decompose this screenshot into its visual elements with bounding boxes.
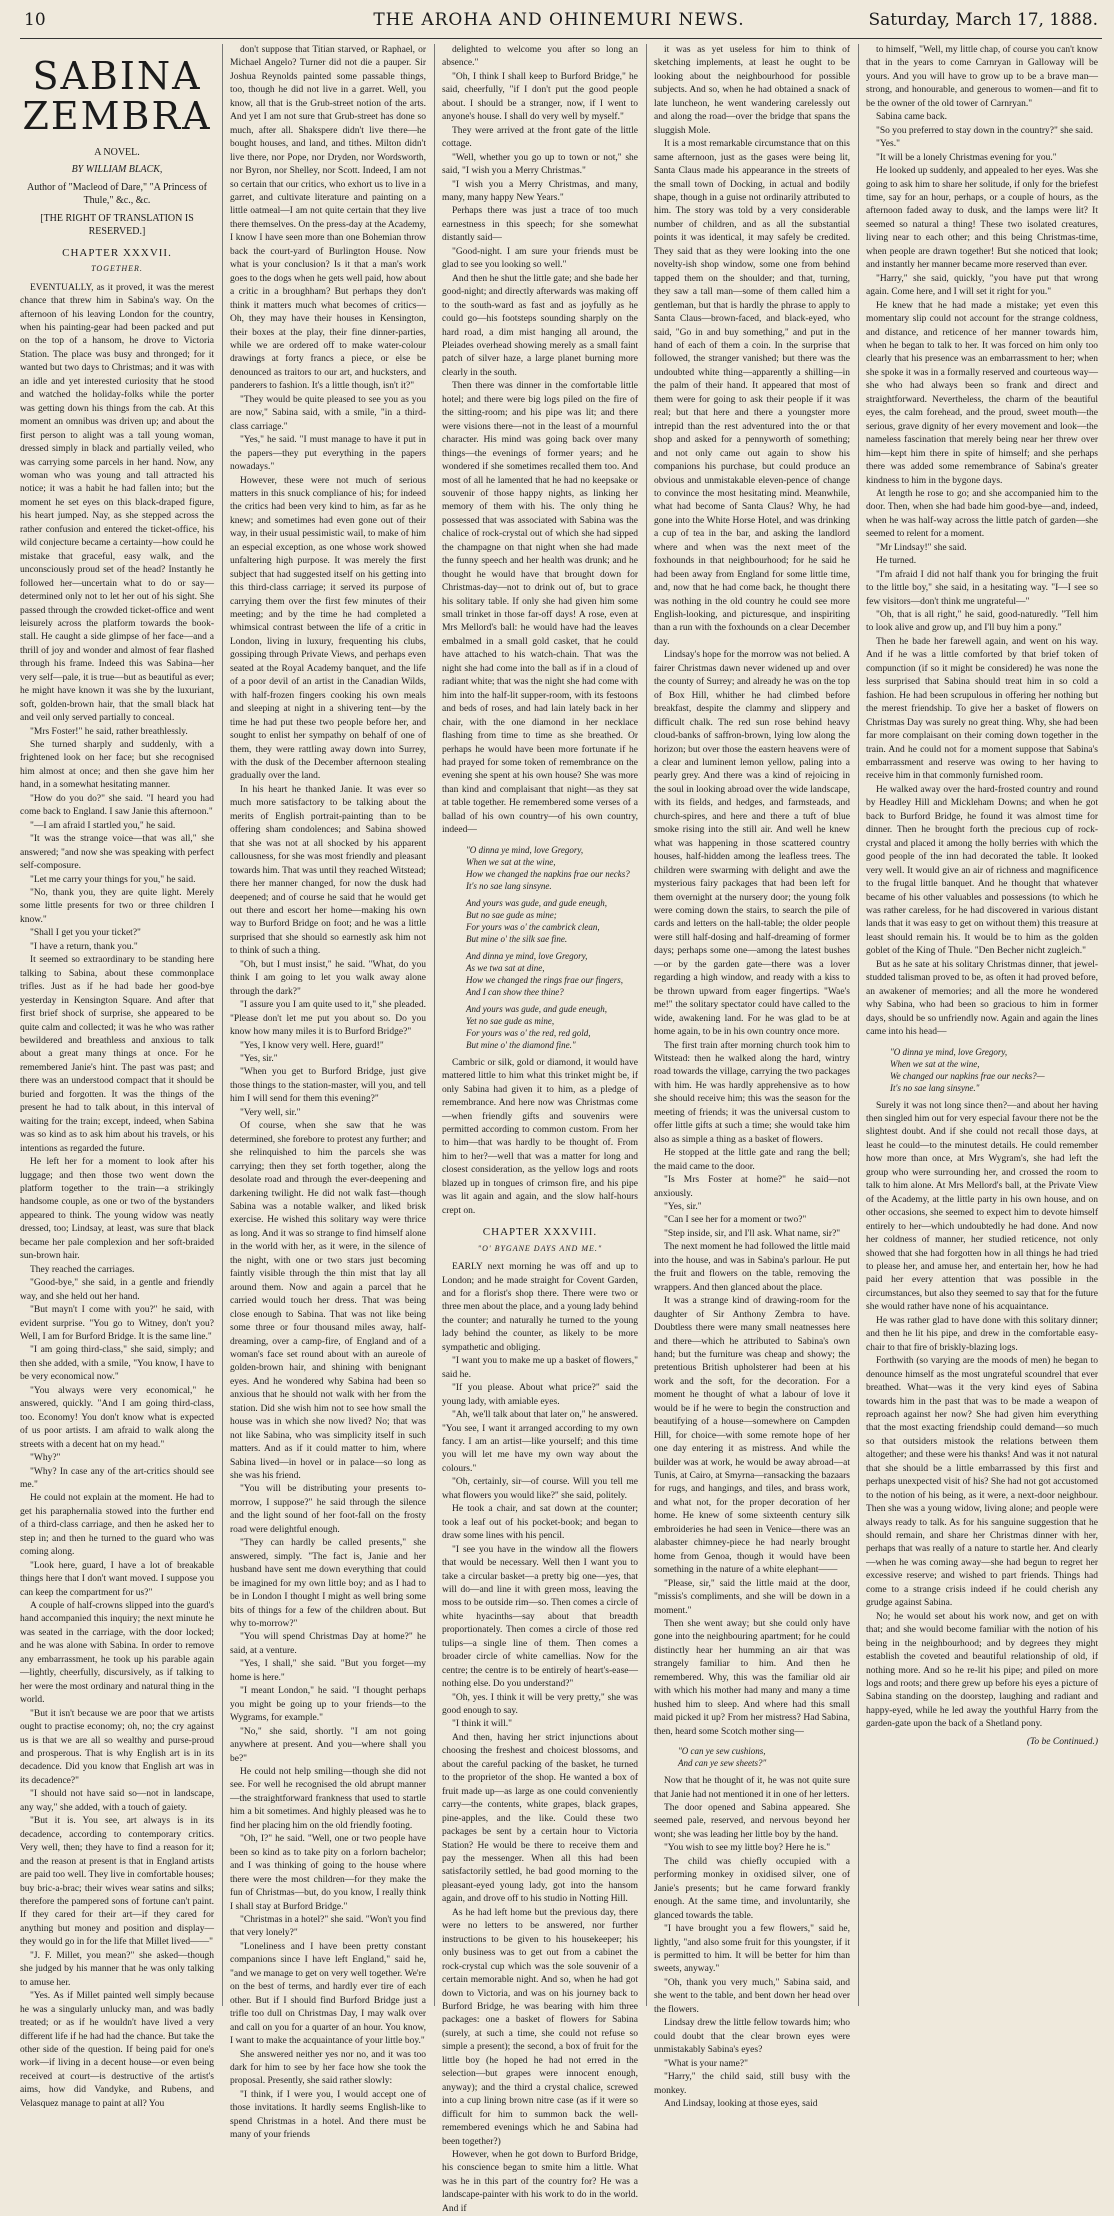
- paragraph: The child was chiefly occupied with a performing monkey in oxidised silver, one of Janie's presents; but he came forward frankly enough. At the same time, and involuntarily, she glanced towards the table.: [654, 1856, 850, 1921]
- paragraph: Lindsay drew the little fellow towards him; who could doubt that the clear brown eyes were unmistakably Sabina's eyes?: [654, 2018, 850, 2056]
- column-3-body: [442, 44, 638, 838]
- paragraph: "Yes, I shall," she said. "But you forget—my home is here.": [230, 1659, 426, 1683]
- paragraph: "J. F. Millet, you mean?" she asked—though she judged by his manner that he was only talking to amuse her.: [20, 1950, 214, 1988]
- paragraph: "I'm afraid I did not half thank you for bringing the fruit to the little boy," she said, in a hesitating way. "I—I see so few visitors—don't think me ungrateful—": [866, 569, 1098, 607]
- paragraph: "You will spend Christmas Day at home?" he said, at a venture.: [230, 1632, 426, 1656]
- paragraph: "Step inside, sir, and I'll ask. What name, sir?": [664, 1228, 841, 1239]
- paragraph: "You will be distributing your presents to-morrow, I suppose?" he said through the silence and the light sound of her foot-fall on the frosty road were delightful enough.: [230, 1484, 426, 1535]
- paragraph: He turned.: [876, 556, 917, 567]
- paragraph: Perhaps there was just a trace of too much earnestness in this speech; for she somewhat distantly said—: [442, 206, 638, 244]
- paragraph: They were arrived at the front gate of the little cottage.: [442, 125, 638, 150]
- header-rule: [20, 38, 1102, 39]
- column-divider: [434, 44, 435, 2006]
- paragraph: "Yes, sir.": [664, 1201, 702, 1212]
- paragraph: EARLY next morning he was off and up to London; and he made straight for Covent Garden, and for a florist's shop there. There were two or three men about the place, and a young lady behind the counter; and naturally he turned to the young lady behind the counter, as likely to be more sympathetic and obliging.: [442, 1262, 638, 1353]
- column-2-body: [230, 44, 426, 2143]
- verse-line: It's no sae lang sinsyne.: [466, 880, 552, 891]
- paragraph: He took a chair, and sat down at the counter; took a leaf out of his pocket-book; and began to draw some lines with his pencil.: [442, 1504, 638, 1542]
- paragraph: "Oh, yes. I think it will be very pretty," she was good enough to say.: [442, 1692, 638, 1717]
- paragraph: "I think it will.": [452, 1719, 513, 1730]
- paragraph: "Ah, we'll talk about that later on," he answered. "You see, I want it arranged according to my own fancy. I am an artist—like yourself; and this time you will let me have my own way about the colours.": [442, 1410, 638, 1474]
- verse-line: When we sat at the wine,: [466, 856, 556, 867]
- verse-line: For yours was o' the cambrick clean,: [466, 921, 600, 932]
- paragraph: "Yes," he said. "I must manage to have it put in the papers—they put everything in the papers nowadays.": [230, 435, 426, 473]
- paragraph: "Oh, certainly, sir—of course. Will you tell me what flowers you would like?" she said, politely.: [442, 1477, 638, 1501]
- paragraph: "They can hardly be called presents," she answered, simply. "The fact is, Janie and her husband have sent me down everything that could be imagined for my own little boy; and as I had to be in London I thought I might as well bring some bits of things for a few of the children about. But why to-morrow?": [230, 1538, 426, 1630]
- paragraph: "But it isn't because we are poor that we artists ought to practise economy; oh, no; the cry against us is that we are all so wealthy and purse-proud and prosperous. That is why English art is in its decadence. Did you know that English art was in its decadence?": [20, 1708, 214, 1786]
- paragraph: "It was the strange voice—that was all," she answered; "and now she was speaking with perfect self-composure.: [20, 834, 214, 872]
- chapter-heading-2: CHAPTER XXXVIII.: [482, 1226, 598, 1239]
- column-divider: [646, 44, 647, 2006]
- paragraph: The door opened and Sabina appeared. She seemed pale, reserved, and nervous beyond her wont; she was leading her little boy by the hand.: [654, 1803, 850, 1840]
- paragraph: "Let me carry your things for you," he said.: [30, 874, 196, 885]
- paragraph: Now that he thought of it, he was not quite sure that Janie had not mentioned it in one of her letters.: [654, 1776, 850, 1800]
- paragraph: "Very well, sir.": [240, 1107, 301, 1118]
- paragraph: "Mrs Foster!" he said, rather breathlessly.: [30, 726, 188, 737]
- paragraph: "Please, sir," said the little maid at the door, "missis's compliments, and she will be down in a moment.": [654, 1578, 850, 1616]
- author-byline: BY WILLIAM BLACK,: [71, 164, 163, 176]
- paragraph: "When you get to Burford Bridge, just give those things to the station-master, will you, and tell him I will send for them this evening?": [230, 1067, 426, 1105]
- paragraph: "If you please. About what price?" said the young lady, with amiable eyes.: [442, 1383, 638, 1407]
- chapter-subtitle: TOGETHER.: [91, 264, 143, 274]
- paragraph: "I want you to make me up a basket of flowers," said he.: [442, 1356, 638, 1380]
- paragraph: "I should not have said so—not in landscape, any way," she added, with a touch of gaiety.: [20, 1789, 214, 1813]
- paragraph: EVENTUALLY, as it proved, it was the merest chance that threw him in Sabina's way. On the afternoon of his leaving London for the country, when his painting-gear had been packed and put on the top of a hansom, he drove to Victoria Station. The place was busy and thronged; for it wanted but two days to Christmas; and it was with an idle and yet interested curiosity that he stood and watched the holiday-folks while the porter was getting down his things from the cab. At this moment an omnibus was driven up; and about the first person to alight was a tall young woman, dressed simply in black and partially veiled, who was carrying some parcels in her hand. Now, any woman who was young and tall attracted his notice; it was a habit he had fallen into; but the moment he set eyes on this black-draped figure, his heart jumped. Nay, as she stepped across the rather confusion and entered the ticket-office, his wild conjecture became a certainty—how could he mistake that graceful, easy walk, and the unconsciously proud set of the head? Instantly he followed her—uncertain what to do or say—determined only not to let her out of his sight. She passed through the crowded ticket-office and went leisurely across the platform towards the book-stall. He caught a side glimpse of her face—and a thrill of joy and wonder and almost of fear flashed through his frame. Indeed this was Sabina—her very self—pale, it is true—but as beautiful as ever; he might have known it was she by the luxuriant, soft, golden-brown hair, that the small black hat and veil only served partially to conceal.: [20, 282, 214, 724]
- paragraph: It seemed so extraordinary to be standing here talking to Sabina, about these commonplace trifles. Just as if he had bade her good-bye yesterday in Kensington Square. And after that first brief shock of surprise, she appeared to be quite calm and collected; it was he who was rather bewildered and breathless and anxious to talk about a great many things at once. For he remembered Janie's hint. The past was past; and there was an understood compact that it should be buried and forgotten. It was the things of the present he had to talk about, in this interval of waiting for the train; except, indeed, when Sabina was so kind as to ask him about his travels, or his intentions as regarded the future.: [20, 955, 214, 1154]
- paragraph: She turned sharply and suddenly, with a frightened look on her face; but she recognised him almost at once; and then she gave him her hand, in a somewhat hesitating manner.: [20, 740, 214, 791]
- column-1-body: [20, 282, 214, 2112]
- verse-line: And yours was gude, and gude eneugh,: [466, 1003, 607, 1014]
- column-4-body: [654, 44, 850, 1739]
- paragraph: Cambric or silk, gold or diamond, it would have mattered little to him what this trinket might be, if only Sabina had given it to him, as a pledge of remembrance. And here now was Christmas come—when friendly gifts and souvenirs were permitted according to common custom. From her to him—that was hardly to be thought of. From him to her?—well that was a matter for long and closest consideration, as the yellow logs and roots blazed up in tongues of crimson fire, and his pipe was lit again and again, and the slow half-hours crept on.: [442, 1057, 638, 1216]
- paragraph: "Yes. As if Millet painted well simply because he was a singularly unlucky man, and was badly treated; or as if he wouldn't have lived a very different life if he had had the chance. But take the other side of the question. If being paid for one's work—if living in a decent house—or even being received at court—is destructive of the artist's aims, how did Vandyke, and Rubens, and Velasquez manage to paint at all? You: [20, 1991, 214, 2109]
- paragraph: "Good-night. I am sure your friends must be glad to see you looking so well.": [442, 246, 638, 271]
- paragraph: Then he bade her farewell again, and went on his way. And if he was a little comforted by that brief token of compunction (if so it might be considered) he was none the less surprised that Sabina should treat him in so cold a fashion. He had been scrupulous in offering her nothing but the merest friendship. To give her a basket of flowers on Christmas Day was surely no great thing. Why, she had been far more complaisant on their coming down together in the train. And he could not for a moment suppose that Sabina's embarrassment and reserve was owing to her having to receive him in that commonly furnished room.: [866, 636, 1098, 782]
- column-divider: [222, 44, 223, 2006]
- paragraph: He stopped at the little gate and rang the bell; the maid came to the door.: [654, 1148, 850, 1172]
- paragraph: "I see you have in the window all the flowers that would be necessary. Well then I want you to take a circular basket—a pretty big one—yes, that will do—and line it with green moss, leaving the moss to be outside rim—so. Then comes a circle of white hyacinths—say about that breadth proportionately. Then comes a circle of those red tulips—a single line of them. Then comes a broader circle of white camellias. Now for the centre; the centre is to be entirely of heart's-ease—nothing else. Do you understand?": [442, 1544, 638, 1690]
- paragraph: He left her for a moment to look after his luggage; and then those two went down the platform together to the train—a strikingly handsome couple, as one or two of the bystanders appeared to think. The young widow was neatly dressed, too; Lindsay, at least, was sure that black became her pale complexion and her soft-braided sun-brown hair.: [20, 1157, 214, 1262]
- page-header: [14, 6, 1104, 34]
- paragraph: But as he sate at his solitary Christmas dinner, that jewel-studded talisman proved to be, as often it had proved before, an awakener of memories; and all the more he wondered why Sabina, who had been so gracious to him in former days, should be so unfriendly now. Again and again the lines came into his head—: [866, 959, 1098, 1038]
- paragraph: He knew that he had made a mistake; yet even this momentary slip could not account for the strange coldness, and distance, and reticence of her manner towards him, when he began to talk to her. It was forced on him only too clearly that his presence was an embarrassment to her; when she spoke it was in a formally reserved and courteous way—she who had always been so frank and direct and straightforward. Nevertheless, the charm of the beautiful eyes, the calm forehead, and the proud, sweet mouth—the serious, grave dignity of her every movement and look—the nameless fascination that merely being near her threw over him—kept him there in spite of himself; and she perhaps there was added some remembrance of Sabina's greater kindness to him in the bygone days.: [866, 300, 1098, 486]
- to-be-continued: (To be Continued.): [1026, 1736, 1098, 1747]
- paragraph: And Lindsay, looking at those eyes, said: [664, 2098, 818, 2109]
- verse-line: Yet no sae gude as mine,: [466, 1015, 555, 1026]
- paragraph: The next moment he had followed the little maid into the house, and was in Sabina's parlour. He put the fruit and flowers on the table, removing the wrappers. And then glanced about the place.: [654, 1242, 850, 1293]
- author-credits: Author of "Macleod of Dare," "A Princess of Thule," &c., &c.: [27, 181, 207, 207]
- paragraph: Then there was dinner in the comfortable little hotel; and there were big logs piled on the fire of the sitting-room; and his pipe was lit; and there were visions there—not in the least of a mournful character. His mind was going back over many things—the evenings of former years; and he wondered if she sometimes recalled them too. And most of all he lamented that he had no keepsake or souvenir of those happy nights, as linking her memory of them with his. The only thing he possessed that was associated with Sabina was the chalice of rock-crystal out of which she had sipped the champagne on that night when she had made the funny speech and her health was drunk; and he thought he would have that brought down for Christmas-day—not to drink out of, but to grace his solitary table. If only she had given him some small trinket in those far-off days! A rose, even at Mrs Mellord's ball: he would have had the leaves embalmed in a small gold casket, that he could have attached to his watch-chain. That was the night she had come into the ball as if in a cloud of radiant white; that was the night she had come with him into the half-lit supper-room, with its festoons and beds of roses, and had lain lately back in her chair, with the one diamond in her necklace flashing from time to time as she breathed. Or perhaps he would have been more fortunate if he had prayed for some token of remembrance on the evening she spent at his own house? She was more than kind and complaisant that night—as they sat at table together. He remembered some verses of a ballad of his own country—of his own country, indeed—: [442, 381, 638, 836]
- paragraph: "Harry," she said, quickly, "you have put that wrong again. Come here, and I will set it right for you.": [866, 273, 1098, 298]
- paragraph: "No, thank you, they are quite light. Merely some little presents for two or three children I know.": [20, 888, 214, 925]
- paragraph: The first train after morning church took him to Witstead: then he walked along the hard, wintry road towards the village, carrying the two packages with him. He was hardly apprehensive as to how she should receive him; this was the season for the meeting of friends; it was the universal custom to offer little gifts at such a time; she would take him also as simple a thing as a basket of flowers.: [654, 1040, 850, 1145]
- paragraph: "No," she said, shortly. "I am not going anywhere at present. And you—where shall you be?": [230, 1726, 426, 1764]
- verse-line: And dinna ye mind, love Gregory,: [466, 950, 588, 961]
- paragraph: "I think, if I were you, I would accept one of those invitations. It hardly seems English-like to spend Christmas in a hotel. And there must be many of your friends: [230, 2089, 426, 2141]
- paragraph: He walked away over the hard-frosted country and round by Headley Hill and Mickleham Downs; and when he got back to Burford Bridge, he found it was almost time for dinner. Then he brought forth the precious cup of rock-crystal and placed it among the holly berries with which the good people of the inn had decorated the table. It looked very well. It would give an air of richness and magnificence to the frugal little banquet. And he thought that whatever became of his other valuables and possessions (to which he was rather careless, for he had discovered in various distant lands that it was easy to get on without them) this treasure at least should remain his. It would be to him as the golden goblet of the King of Thule. "Den Becher nicht zugleich.": [866, 784, 1098, 957]
- paragraph: it was as yet useless for him to think of sketching implements, at least he ought to be looking about the neighbourhood for possible subjects. And so, when he had obtained a snack of late luncheon, he went wandering carelessly out and along the road—over the bridge that spans the sluggish Mole.: [654, 45, 850, 136]
- chapter-subtitle-2: "O' BYGANE DAYS AND ME.": [477, 1243, 603, 1253]
- paragraph: "—I am afraid I startled you," he said.: [30, 820, 176, 831]
- paragraph: He looked up suddenly, and appealed to her eyes. Was she going to ask him to share her solitude, if only for the briefest time, say for an hour, perhaps, or a couple of hours, as the afternoon faded away to dusk, and the lamps were lit? It seemed so natural a thing! These two isolated creatures, living near to each other; and this being Christmas-time, when people are drawn together! But she noticed that look; and instantly her manner became more reserved than ever.: [866, 166, 1098, 271]
- verse-line: How we changed the rings frae our fingers,: [466, 974, 623, 985]
- verse-line: And I can show thee thine?: [466, 986, 564, 997]
- paragraph: "You wish to see my little boy? Here he is.": [664, 1843, 831, 1854]
- column-5-body-2: [866, 1100, 1098, 1732]
- verse-line: "O can ye sew cushions,: [678, 1746, 766, 1757]
- verse-line: But mine o' the silk sae fine.: [466, 933, 568, 944]
- paragraph: "You always were very economical," he answered, quickly. "And I am going third-class, too. Economy! You don't know what is expected of us poor artists. I am afraid to walk along the streets with a decent hat on my head.": [20, 1385, 214, 1450]
- issue-date: Saturday, March 17, 1888.: [868, 10, 1098, 30]
- paragraph: "Why? In case any of the art-critics should see me.": [20, 1466, 214, 1490]
- paragraph: However, when he got down to Burford Bridge, his conscience began to smite him a little. What was he in this part of the country for? He was a landscape-painter with his work to do in the world. And if: [442, 2149, 638, 2214]
- paragraph: He could not help smiling—though she did not see. For well he recognised the old abrupt manner—the straightforward frankness that used to startle him a bit sometimes. And highly pleased was he to find her placing him on the old friendly footing.: [230, 1767, 426, 1831]
- paragraph: And then, having her strict injunctions about choosing the freshest and choicest blossoms, and about the careful packing of the basket, he turned to the proprietor of the shop. He wanted a box of fruit made up—as large as one could conveniently carry—the contents, white grapes, black grapes, pine-apples, and the like. Could these two packages be sent by a certain hour to Victoria Station? He would be there to receive them and pay the messenger. When all this had been satisfactorily settled, he bad good morning to the pleasant-eyed young lady, got into the hansom again, and drove off to his studio in Notting Hill.: [442, 1732, 638, 1905]
- verse-line: As we twa sat at dine,: [466, 962, 545, 973]
- verse-line: It's no sae lang sinsyne.": [890, 1082, 980, 1093]
- verse-line: We changed our napkins frae our necks?—: [890, 1070, 1045, 1081]
- rights-notice: [THE RIGHT OF TRANSLATION IS RESERVED.]: [40, 212, 194, 238]
- paragraph: don't suppose that Titian starved, or Raphael, or Michael Angelo? Turner did not die a pauper. Sir Joshua Reynolds painted some passable things, too, though he did not live in a garret. Well, you know, all that is the Grub-street notion of the arts. And yet I am not sure that Grub-street has done so much, after all. Shakspere didn't live there—he bought houses, and land, and tithes. Milton didn't live there, nor Pope, nor Dryden, nor Wordsworth, nor Byron, nor Shelley, nor Scott. Indeed, I am not so certain that our critics, who exhort us to live in a garret, and cultivate literature and painting on a little oatmeal—I am not quite certain that they live there themselves. On the press-day at the Academy, I know I have seen more than one Bohemian throw back the court-yard of Burlington House. Now what is your conclusion? Is it that a man's work goes to the dogs when he gets well paid, how about a critic in a broughham? But perhaps they don't think it matters much what becomes of critics—Oh, they may have their houses in Kensington, their boxes at the play, their fine dinner-parties, while we are ordered off to make water-colour drawings at forty francs a piece, or else be denounced as traitors to our art, and hucksters, and panderers to fashion. It's a little though, isn't it?": [230, 45, 426, 392]
- paragraph: He could not explain at the moment. He had to get his paraphernalia stowed into the further end of a third-class carriage, and then he asked her to step in; and then he turned to the guard who was coming along.: [20, 1493, 214, 1558]
- paragraph: Sabina came back.: [876, 112, 947, 123]
- paragraph: "Oh, I?" he said. "Well, one or two people have been so kind as to take pity on a forlorn bachelor; and I was thinking of going to the house where there were the most children—for they make the fun of Christmas—but, do you know, I really think I shall stay at Burford Bridge.": [230, 1834, 426, 1912]
- paragraph: Forthwith (so varying are the moods of men) he began to denounce himself as the most ungrateful scoundrel that ever breathed. What—was it the very kind eyes of Sabina towards him in the past that was to be made a weapon of reproach against her now? She had given him everything that the most exacting friendship could demand—so much so that outsiders mistook the relations between them altogether; and these were his thanks! And was it not natural that she should be a little embarrassed by this first and perhaps unexpected visit of his? She had not got accustomed to the notion of his being, as it were, a next-door neighbour. Then she was a young widow, living alone; and people were always ready to talk. As for his sanguine suggestion that he should remain, and share her Christmas dinner with her, perhaps that was really of a nature to startle her. And clearly—when he was coming away—she had begun to regret her excessive reserve; and wished to part friends. Things had come to a strange crisis indeed if he could cherish any grudge against Sabina.: [866, 1356, 1098, 1609]
- paragraph: delighted to welcome you after so long an absence.": [442, 45, 638, 69]
- column-5-body: [866, 44, 1098, 1040]
- paragraph: "Oh, thank you very much," Sabina said, and she went to the table, and bent down her head over the flowers.: [654, 1977, 850, 2015]
- column-4-body-2: [654, 1775, 850, 2111]
- paragraph: "But it is. You see, art always is in its decadence, according to contemporary critics. Very well, then; they have to find a reason for it; and the reason at present is that in England artists are paid too well. They live in comfortable houses; buy bric-a-brac; their wives wear satins and silks; therefore the pampered sons of fortune can't paint. If they cared for their art—if they cared for anything but money and position and display—they would go in for the life that Millet lived——": [20, 1816, 214, 1948]
- paragraph: It is a most remarkable circumstance that on this same afternoon, just as the gases were being lit, Santa Claus made his appearance in the streets of the small town of Docking, in actual and bodily shape, though in a guise not ordinarily attributed to him. The story was told by a very considerable number of children, and as all the substantial points it was identical, it may safely be credited. They said that as they were looking into the one novelty-ish shop window, some one from behind tapped them on the shoulder; and that, turning, they saw a tall man—some of them called him a gentleman, but that is hardly the phrase to apply to Santa Claus—brown-faced, and black-eyed, who said, "Go in and buy something," and put in the hand of each of them a coin. In the surprise that followed, the stranger vanished; but there was the undoubted white thing—apparently a shilling—in the palm of their hand. It appeared that most of them were for going to ask their people if it was real; but that here and there a youngster more intrepid than the rest adventured into the or that shop and asked for a pennyworth of something; and not only came out again to show his companions his purchase, but could produce an obvious and unmistakable eleven-pence of change to convince the most hesitating mind. Meanwhile, what had become of Santa Claus? Why, he had gone into the White Horse Hotel, and was drinking a cup of tea in the bar, and asking the landlord where and when was the next meet of the foxhounds in that neighbourhood; for he said he had been away from England for some little time, and, now that he had come back, he thought there was nothing in the old country he could see more English-looking, and picturesque, and inspiriting than a run with the foxhounds on a clear December day.: [654, 139, 850, 647]
- column-divider: [858, 44, 859, 2006]
- paragraph: "I have a return, thank you.": [30, 941, 138, 952]
- column-3-body-3: [442, 1261, 638, 2216]
- ballad-verse: [466, 844, 638, 1051]
- paragraph: "Is Mrs Foster at home?" he said—not anxiously.: [654, 1175, 850, 1199]
- paragraph: "Oh, that is all right," he said, good-naturedly. "Tell him to look alive and grow up, and I'll buy him a pony.": [866, 610, 1098, 634]
- newspaper-title: THE AROHA AND OHINEMURI NEWS.: [373, 10, 745, 30]
- paragraph: "They would be quite pleased to see you as you are now," Sabina said, with a smile, "in a third-class carriage.": [230, 394, 426, 432]
- column-3: [442, 44, 638, 2214]
- story-masthead: SABINA ZEMBRA: [22, 54, 212, 138]
- novel-label: A NOVEL.: [94, 147, 140, 158]
- paragraph: "Christmas in a hotel?" she said. "Won't you find that very lonely?": [230, 1914, 426, 1939]
- column-5: [866, 44, 1098, 2006]
- page-number: 10: [24, 10, 46, 30]
- paragraph: No; he would set about his work now, and get on with that; and she would become familiar with the notion of his being in the neighbourhood; and by degrees they might establish the coveted and beautiful relationship of old, if nothing more. And so he re-lit his pipe; and piled on more logs and roots; and there grew up before his eyes a picture of Sabina standing on the doorstep, laughing and radiant and happy-eyed, while he led away the youthful Harry from the garden-gate upon the back of a Shetland pony.: [866, 1611, 1098, 1730]
- paragraph: They reached the carriages.: [30, 1264, 135, 1275]
- paragraph: Of course, when she saw that he was determined, she forebore to protest any further; and she relinquished to him the parcels she was carrying; then they set forth together, along the desolate road and through the ever-deepening and darkening twilight. He did not walk fast—though Sabina was a notable walker, and liked brisk exercise. He wished this solitary way were thrice as long. And it was so strange to find himself alone in the world with her, as it were, in the silence of the night, with one or two stars just becoming faintly visible through the thin mist that lay all around them. Now and again a parcel that he carried would touch her dress. That was being close enough to Sabina. That was not like being some three or four thousand miles away, half-dreaming, over a camp-fire, of England and of a woman's face set round about with an aureole of golden-brown hair, and shining with benignant eyes. And he wondered why Sabina had been so anxious that he should not walk with her from the station. Did she wish him not to see how small the house was in which she now lived? No; that was not like Sabina, who was simplicity itself in such matters. And as if it could matter to him, where Sabina lived—in hovel or in palace—so long as she was his friend.: [230, 1121, 426, 1482]
- paragraph: As he had left home but the previous day, there were no letters to be answered, nor further instructions to be given to his housekeeper; his only business was to get out from a cabinet the rock-crystal cup which was the sole souvenir of a certain memorable night. And so, when he had got down to Victoria, and was on his journey back to Burford Bridge, he was bearing with him three packages: one a basket of flowers for Sabina (surely, at such a time, she could not refuse so simple a present); the second, a box of fruit for the little boy (he hoped he had not erred in the selection—but grapes were innocent enough, anyway); and the third a crystal chalice, screwed into a cup lining brown nitre case (as if it were so difficult for him to summon back the well-remembered evenings which he and Sabina had been together?): [442, 1907, 638, 2147]
- paragraph: "What is your name?": [664, 2058, 748, 2069]
- paragraph: "It will be a lonely Christmas evening for you.": [876, 152, 1057, 163]
- paragraph: "Yes, sir.": [240, 1053, 278, 1064]
- paragraph: "Can I see her for a moment or two?": [664, 1215, 807, 1226]
- verse-line: And yours was gude, and gude eneugh,: [466, 897, 607, 908]
- paragraph: "I wish you a Merry Christmas, and many, many, many happy New Years.": [442, 179, 638, 203]
- paragraph: She answered neither yes nor no, and it was too dark for him to see by her face how she took the proposal. Presently, she said rather slowly:: [230, 2049, 426, 2087]
- verse-line: For yours was o' the red, red gold,: [466, 1027, 591, 1038]
- verse-line: But mine o' the diamond fine.": [466, 1039, 576, 1050]
- paragraph: In his heart he thanked Janie. It was ever so much more satisfactory to be talking about the merits of English portrait-painting than to be offering sham condolences; and Sabina showed that she was not at all shocked by his apparent callousness, for she was most friendly and pleasant towards him. That was until they reached Witstead; there her manner changed, for now the dusk had deepened; and of course he said that he would get out there and escort her home—making his own way to Burford Bridge on foot; and he was a little surprised that she should so earnestly ask him not to think of such a thing.: [230, 784, 426, 957]
- paragraph: "So you preferred to stay down in the country?" she said.: [876, 125, 1093, 136]
- paragraph: "Yes, I know very well. Here, guard!": [240, 1040, 384, 1051]
- paragraph: "Oh, I think I shall keep to Burford Bridge," he said, cheerfully, "if I don't put the good people about. I should be a stranger, now, if I went to anyone's house. I shall do very well by myself.": [442, 71, 638, 123]
- column-1: [20, 44, 214, 2109]
- paragraph: to himself, "Well, my little chap, of course you can't know that in the years to come Carnryan in Galloway will be yours. And you will have to grow up to be a brave man—strong, and honourable, and generous to women—and fit to be the owner of the old tower of Carnryan.": [866, 45, 1098, 109]
- paragraph: "Oh, but I must insist," he said. "What, do you think I am going to let you walk away alone through the dark?": [230, 959, 426, 997]
- paragraph: "I meant London," he said. "I thought perhaps you might be going up to your friends—to the Wygrams, for example.": [230, 1686, 426, 1724]
- verse-line: "O dinna ye mind, love Gregory,: [466, 844, 584, 855]
- paragraph: "I am going third-class," she said, simply; and then she added, with a smile, "You know, I have to be very economical now.": [20, 1345, 214, 1383]
- chapter-heading: CHAPTER XXXVII.: [62, 246, 172, 259]
- paragraph: "Good-bye," she said, in a gentle and friendly way, and she held out her hand.: [20, 1278, 214, 1302]
- paragraph: And then he shut the little gate; and she bade her good-night; and directly afterwards was making off to the south-ward as fast and as joyfully as he could go—his footsteps sounding sharply on the hard road, a dim mist hanging all around, the Pleiades overhead showing merely as a small faint patch of silver haze, a large planet burning more clearly in the south.: [442, 273, 638, 378]
- paragraph: "But mayn't I come with you?" he said, with evident surprise. "You go to Witney, don't you? Well, I am for Burford Bridge. It is the same line.": [20, 1305, 214, 1342]
- song-verse: [678, 1745, 850, 1769]
- verse-line: When we sat at the wine,: [890, 1058, 980, 1069]
- paragraph: It was a strange kind of drawing-room for the daughter of Sir Anthony Zembra to have. Doubtless there were many small neatnesses here and there—which he attributed to Sabina's own hand; but the furniture was cheap and showy; the pretentious British upholsterer had been at his work and the soft, for the decoration. For a moment he thought of what a labour of love it would be if he were to begin the construction and beautifying of a house—somewhere on Campden Hill, for choice—with some remote hope of her one day entering it as mistress. And while the builder was at work, he would be away abroad—at Tunis, at Cairo, at Smyrna—ransacking the bazaars for rugs, and hangings, and tiles, and brass work, and what not, for the proper decoration of her home. He knew of some sixteenth century silk embroideries he had seen in Venice—there was an alabaster chimney-piece he had nearly brought home from Genoa, though it would have been something in the nature of a white elephant——: [654, 1296, 850, 1576]
- paragraph: "How do you do?" she said. "I heard you had come back to England. I saw Janie this afternoon.": [20, 793, 214, 818]
- paragraph: "Loneliness and I have been pretty constant companions since I have left England," said he, "and we manage to get on very well together. We're on the best of terms, and hardly ever tire of each other. But if I should find Burford Bridge just a trifle too dull on Christmas Day, I may walk over and call on you for a quarter of an hour. You know, I want to make the acquaintance of your little boy.": [230, 1941, 426, 2047]
- paragraph: "Why?": [30, 1453, 61, 1464]
- column-3-body-2: [442, 1057, 638, 1218]
- paragraph: He was rather glad to have done with this solitary dinner; and then he lit his pipe, and drew in the comfortable easy-chair to that fire of briskly-blazing logs.: [866, 1315, 1098, 1353]
- paragraph: "Well, whether you go up to town or not," she said, "I wish you a Merry Christmas.": [442, 152, 638, 177]
- paragraph: "Yes.": [876, 139, 900, 150]
- verse-line: How we changed the napkins frae our necks?: [466, 868, 630, 879]
- paragraph: "I assure you I am quite used to it," she pleaded. "Please don't let me put you about so. Do you know how many miles it is to Burford Bridge?": [230, 1000, 426, 1038]
- verse-line: But no sae gude as mine;: [466, 909, 557, 920]
- paragraph: "Mr Lindsay!" she said.: [876, 542, 967, 553]
- column-4: [654, 44, 850, 2109]
- paragraph: However, these were not much of serious matters in this snuck compliance of his; for indeed the critics had been very kind to him, as far as he knew; and sometimes had even gone out of their way, in their usual pessimistic wail, to make of him an especial exception, as one whose work showed unfaltering high purpose. It was merely the first subject that had suggested itself on his getting into this third-class carriage; it served its purpose of carrying them over the first few minutes of their meeting; and by the time he had completed a whimsical contrast between the life of a critic in London, living in luxury, frequenting his clubs, gossiping through Private Views, and perhaps even seated at the Royal Academy banquet, and the life of a poor devil of an artist in the Canadian Wilds, with half-frozen fingers cooking his own meals and sleeping at night in a shivering tent—by the time he had put these two people before her, and sought to enlist her sympathy on behalf of one of them, they were rattling away down into Surrey, with the dusk of the December afternoon stealing gradually over the land.: [230, 475, 426, 782]
- paragraph: At length he rose to go; and she accompanied him to the door. Then, when she had bade him good-bye—and, indeed, when he was half-way across the little patch of garden—she seemed to relent for a moment.: [866, 488, 1098, 540]
- paragraph: "Look here, guard, I have a lot of breakable things here that I don't want moved. I suppose you can keep the compartment for us?": [20, 1560, 214, 1598]
- paragraph: "Harry," the child said, still busy with the monkey.: [654, 2072, 850, 2096]
- paragraph: "Shall I get you your ticket?": [30, 928, 141, 939]
- verse-line: "O dinna ye mind, love Gregory,: [890, 1046, 1008, 1057]
- ballad-verse-reprise: [890, 1046, 1098, 1094]
- column-2: [230, 44, 426, 2141]
- paragraph: Surely it was not long since then?—and about her having then singled him out for very especial favour there not be the slightest doubt. And if she could not recall those days, at least he could—to the minutest details. He could remember how more than once, at Mrs Wygram's, she had left the group who were surrounding her, and crossed the room to talk to him alone. At Mrs Mellord's ball, at the Private View of the Academy, at the little party in his own house, and on other occasions, she seemed to expect him to devote himself entirely to her—which undoubtedly he had done. And now her coldness of manner, her studied reticence, not only showed that she had forgotten how in all things he had tried to please her, and amuse her, and entertain her, how he had paid her every attention that was possible in the circumstances, but also they seemed to say that for the future she would rather have none of his acquaintance.: [866, 1100, 1098, 1313]
- paragraph: Then she went away; but she could only have gone into the neighbouring apartment; for he could distinctly hear her humming an air that was strangely familiar to him. And then he remembered. Why, this was the familiar old air with which his mother had many and many a time hushed him to sleep. And where had this small maid picked it up? From her mistress? Had Sabina, then, heard some Scotch mother sing—: [654, 1619, 850, 1737]
- verse-line: And can ye sew sheets?": [678, 1758, 767, 1769]
- paragraph: Lindsay's hope for the morrow was not belied. A fairer Christmas dawn never widened up and over the county of Surrey; and already he was on the top of Box Hill, whither he had climbed before breakfast, despite the clammy and slippery and difficult chalk. The red sun rose behind heavy cloud-banks of saffron-brown, lying low along the horizon; but over those the eastern heavens were of a clear and luminent lemon yellow, paling into a pearly grey. And there was a kind of rejoicing in the soul in looking abroad over the wide landscape, with its fields, and hedges, and farmsteads, and church-spires, and here and there a tuft of blue smoke rising into the still air. And well he knew what was happening in those scattered country houses, half-hidden among the leafless trees. The children were swarming with delight and awe the mysterious fairy packages that had been left for them overnight at the nursery door; the young folk were coming down the stairs, to search the pile of cards and letters on the hall-table; the older people were still half-dosing and half-dreaming of former days; perhaps some one—among the latest bushes—or by the garden gate—there was a lover regarding a high window, and ready with a kiss to be thrown upward from eager fingertips. "Wae's me!" the solitary spectator could have called to the wide, awakening land. For he was glad to be at home again, to be in his own country once more.: [654, 650, 850, 1038]
- paragraph: "I have brought you a few flowers," said he, lightly, "and also some fruit for this youngster, if it is permitted to him. It will be better for him than sweets, anyway.": [654, 1924, 850, 1975]
- paragraph: A couple of half-crowns slipped into the guard's hand accompanied this inquiry; the next minute he was seated in the carriage, with the door locked; and he was alone with Sabina. In order to remove any embarrassment, he took up his parable again—lightly, cheerfully, discursively, as if talking to her were the most ordinary and natural thing in the world.: [20, 1601, 214, 1706]
